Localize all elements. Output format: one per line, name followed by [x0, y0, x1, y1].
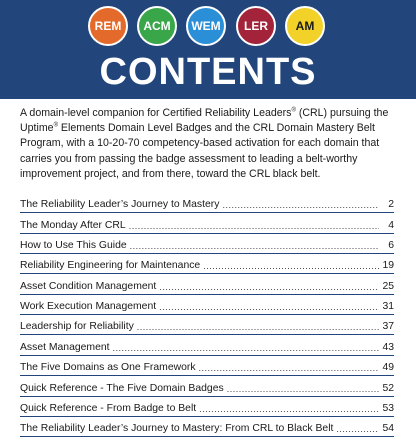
toc-entry-title: Work Execution Management	[20, 301, 157, 313]
toc-entry-page: 2	[388, 199, 394, 211]
toc-entry-title: Leadership for Reliability	[20, 321, 134, 333]
toc-entry-page: 52	[382, 382, 394, 394]
dot-leader	[113, 343, 379, 353]
domain-badges	[0, 6, 416, 48]
registered-mark: ®	[53, 122, 58, 129]
toc-entry[interactable]	[20, 255, 394, 274]
toc-entry[interactable]	[20, 357, 394, 376]
dot-leader	[129, 221, 379, 231]
toc-entry[interactable]	[20, 296, 394, 315]
intro-paragraph	[20, 106, 398, 182]
dot-leader	[336, 424, 379, 434]
toc-entry-title: Reliability Engineering for Maintenance	[20, 260, 201, 272]
toc-entry-page: 43	[382, 341, 394, 353]
toc-entry-page: 53	[382, 402, 394, 414]
badge-label: ACM	[143, 19, 171, 33]
toc-entry-title: Asset Condition Management	[20, 280, 157, 292]
header-banner	[0, 0, 416, 99]
badge-am	[285, 6, 325, 46]
dot-leader	[159, 282, 379, 292]
toc-entry[interactable]	[20, 194, 394, 213]
toc-entry-page: 25	[382, 280, 394, 292]
dot-leader	[130, 241, 379, 251]
toc-entry[interactable]	[20, 276, 394, 295]
badge-ler	[236, 6, 276, 46]
toc-entry-page: 19	[382, 260, 394, 272]
dot-leader	[222, 200, 379, 210]
badge-label: REM	[94, 19, 122, 33]
intro-text-2: (CRL) pursuing the Uptime	[20, 107, 389, 135]
registered-mark: ®	[291, 107, 296, 114]
toc-entry-page: 37	[382, 321, 394, 333]
badge-label: AM	[295, 19, 315, 33]
badge-acm	[137, 6, 177, 46]
toc-entry-title: Asset Management	[20, 341, 110, 353]
toc-entry-page: 6	[388, 239, 394, 251]
toc-entry[interactable]	[20, 214, 394, 233]
dot-leader	[199, 363, 379, 373]
toc-entry-title: The Five Domains as One Framework	[20, 362, 196, 374]
toc-entry-title: Quick Reference - From Badge to Belt	[20, 402, 197, 414]
toc-entry[interactable]	[20, 235, 394, 254]
toc-entry-page: 54	[382, 423, 394, 435]
dot-leader	[227, 384, 379, 394]
toc-entry-title: The Reliability Leader’s Journey to Mastery: From CRL to Black Belt	[20, 423, 334, 435]
dot-leader	[199, 404, 379, 414]
dot-leader	[203, 261, 379, 271]
toc-entry[interactable]	[20, 418, 394, 437]
intro-text-1: A domain-level companion for Certified Reliability Leaders	[20, 107, 292, 119]
toc-entry-page: 49	[382, 362, 394, 374]
page-title: CONTENTS	[99, 51, 317, 93]
toc-entry-title: How to Use This Guide	[20, 239, 127, 251]
dot-leader	[137, 322, 379, 332]
toc-entry-title: The Monday After CRL	[20, 219, 126, 231]
toc-entry[interactable]	[20, 377, 394, 396]
intro-text-3: Elements Domain Level Badges and the CRL Domain Mastery Belt Program, with a 10-20-70 competency-based activation for each domain that carries you from passing the badge assessment to leading a belt-worthy improvement project, and from there, toward the CRL black belt.	[20, 122, 380, 180]
badge-label: LER	[244, 19, 268, 33]
dot-leader	[159, 302, 379, 312]
toc-entry[interactable]	[20, 398, 394, 417]
table-of-contents	[20, 194, 394, 439]
toc-entry[interactable]	[20, 337, 394, 356]
badge-rem	[88, 6, 128, 46]
badge-wem	[186, 6, 226, 46]
badge-label: WEM	[191, 19, 221, 33]
toc-entry-title: The Reliability Leader’s Journey to Mastery	[20, 199, 220, 211]
toc-entry-title: Quick Reference - The Five Domain Badges	[20, 382, 224, 394]
toc-entry-page: 31	[382, 301, 394, 313]
toc-entry[interactable]	[20, 316, 394, 335]
toc-entry-page: 4	[388, 219, 394, 231]
